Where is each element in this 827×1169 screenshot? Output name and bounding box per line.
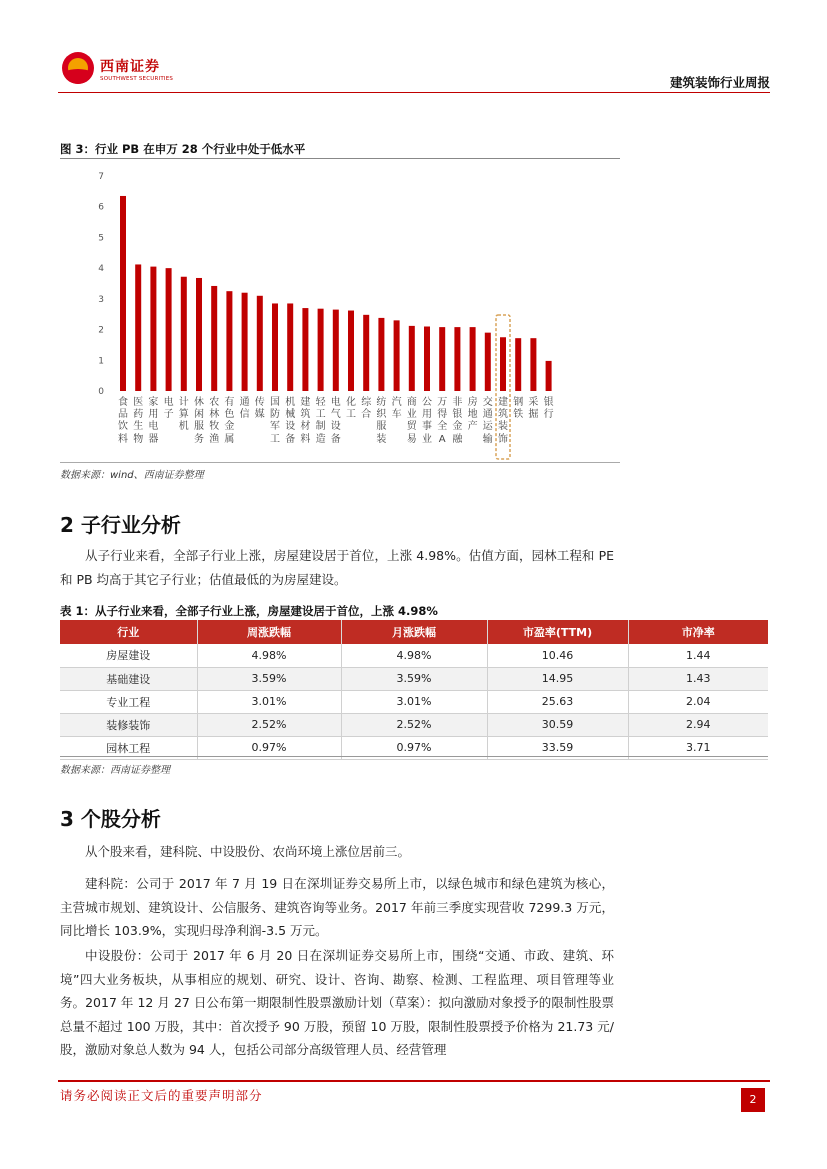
table-cell: 25.63 (487, 690, 628, 713)
x-tick-label: 有色金属 (224, 397, 235, 445)
bar-汽车 (394, 320, 400, 391)
page-header (58, 45, 770, 93)
footer-rule (58, 1080, 770, 1082)
table-source: 数据来源：西南证券整理 (60, 765, 170, 776)
bar-电子 (166, 268, 172, 391)
table-row (60, 644, 768, 667)
x-tick-label: 商业贸易 (406, 397, 417, 445)
y-tick-label: 6 (98, 202, 104, 213)
bar-医药生物 (135, 264, 141, 391)
table-caption: 表 1：从子行业来看，全部子行业上涨，房屋建设居于首位，上涨 4.98% (60, 604, 438, 618)
x-tick-label: 建筑装饰 (498, 397, 508, 445)
report-title: 建筑装饰行业周报 (669, 75, 770, 90)
x-tick-label: 钢铁 (513, 397, 524, 421)
x-tick-label: 国防军工 (270, 397, 280, 445)
x-tick-label: 建筑材料 (300, 397, 311, 445)
section-3-paragraph-1: 从个股来看，建科院、中设股份、农尚环境上涨位居前三。 (85, 844, 411, 859)
table-cell: 房屋建设 (60, 644, 197, 667)
x-tick-label: 汽车 (391, 397, 402, 421)
x-tick-label: 万得全A (437, 397, 448, 445)
y-tick-label: 5 (98, 233, 104, 244)
footer-disclaimer: 请务必阅读正文后的重要声明部分 (60, 1088, 263, 1103)
company-logo (62, 50, 172, 88)
bar-建筑装饰 (500, 337, 506, 391)
x-tick-label: 房地产 (467, 397, 478, 433)
table-header-cell: 行业 (60, 620, 197, 644)
table-row (60, 713, 768, 736)
bar-轻工制造 (318, 309, 324, 391)
bar-公用事业 (424, 327, 430, 392)
x-tick-label: 交通运输 (482, 397, 493, 445)
y-tick-label: 0 (98, 387, 104, 397)
table-cell: 3.01% (341, 690, 487, 713)
table-cell: 3.01% (197, 690, 341, 713)
bar-化工 (348, 311, 354, 391)
table-cell: 基础建设 (60, 667, 197, 690)
x-tick-label: 医药生物 (133, 397, 144, 445)
x-tick-label: 通信 (239, 397, 250, 421)
table-cell: 3.59% (197, 667, 341, 690)
table-cell: 2.52% (341, 713, 487, 736)
table-header-cell: 市盈率(TTM) (487, 620, 628, 644)
x-tick-label: 轻工制造 (315, 397, 326, 445)
table-cell: 30.59 (487, 713, 628, 736)
section-3-paragraph-3: 中设股份：公司于 2017 年 6 月 20 日在深圳证券交易所上市，围绕“交通、市政、建筑、环境”四大业务板块，从事相应的规划、研究、设计、咨询、勘察、检测、工程监理、项目管理等业务。2017 年 12 月 27 日公布第一期限制性股票激励计划（草案）：拟向激励对象授予的限制性股票总量不超过 100 万股，其中：首次授予 90 万股，预留 10 万股，限制性股票授予价格为 21.73 元/股，激励对象总人数为 94 人，包括公司部分高级管理人员、经营管理 (60, 948, 614, 1057)
table-cell: 4.98% (197, 644, 341, 667)
table-cell: 3.59% (341, 667, 487, 690)
bar-采掘 (530, 338, 536, 391)
x-tick-label: 银行 (543, 397, 554, 421)
table-cell: 2.04 (628, 690, 768, 713)
table-cell: 1.43 (628, 667, 768, 690)
table-cell: 1.44 (628, 644, 768, 667)
bar-万得全A (439, 327, 445, 391)
x-tick-label: 化工 (346, 397, 356, 421)
bar-交通运输 (485, 333, 491, 391)
bar-非银金融 (454, 327, 460, 391)
x-tick-label: 传媒 (254, 397, 265, 421)
bar-银行 (546, 361, 552, 391)
bar-计算机 (181, 277, 187, 391)
bar-机械设备 (287, 303, 293, 391)
y-tick-label: 2 (98, 325, 104, 336)
table-cell: 4.98% (341, 644, 487, 667)
x-tick-label: 纺织服装 (376, 397, 387, 445)
figure-bottom-rule (60, 462, 620, 463)
x-tick-label: 计算机 (178, 397, 189, 433)
sub-industry-table (60, 620, 768, 760)
bar-传媒 (257, 296, 263, 391)
table-header-cell: 周涨跌幅 (197, 620, 341, 644)
x-tick-label: 机械设备 (285, 397, 296, 445)
section-3-heading: 3 个股分析 (60, 807, 161, 831)
section-3-paragraph-2: 建科院：公司于 2017 年 7 月 19 日在深圳证券交易所上市，以绿色城市和绿色建筑为核心，主营城市规划、建筑设计、公信服务、建筑咨询等业务。2017 年前三季度实现营收 7299.3 万元，同比增长 103.9%，实现归母净利润-3.5 万元。 (60, 876, 614, 938)
logo-chinese-name: 西南证券 (100, 59, 160, 75)
table-cell: 园林工程 (60, 736, 197, 759)
y-tick-label: 7 (98, 172, 104, 182)
bar-国防军工 (272, 303, 278, 391)
x-tick-label: 综合 (361, 397, 372, 421)
table-cell: 3.71 (628, 736, 768, 759)
figure-top-rule (60, 158, 620, 159)
x-tick-label: 采掘 (528, 397, 539, 421)
bar-电气设备 (333, 310, 339, 391)
bar-钢铁 (515, 338, 521, 391)
x-tick-label: 公用事业 (422, 397, 432, 445)
table-bottom-rule (60, 756, 768, 757)
table-cell: 2.52% (197, 713, 341, 736)
bar-纺织服装 (378, 318, 384, 391)
x-tick-label: 电子 (163, 397, 174, 421)
page-number: 2 (741, 1088, 765, 1112)
logo-english-name: SOUTHWEST SECURITIES (100, 76, 174, 82)
bar-通信 (242, 293, 248, 391)
table-cell: 14.95 (487, 667, 628, 690)
table-cell: 0.97% (197, 736, 341, 759)
logo-mark-icon (62, 52, 94, 84)
section-2-heading: 2 子行业分析 (60, 513, 181, 537)
table-cell: 33.59 (487, 736, 628, 759)
table-cell: 0.97% (341, 736, 487, 759)
table-cell: 2.94 (628, 713, 768, 736)
table-cell: 10.46 (487, 644, 628, 667)
section-2-paragraph: 从子行业来看，全部子行业上涨，房屋建设居于首位，上涨 4.98%。估值方面，园林工程和 PE 和 PB 均高于其它子行业；估值最低的为房屋建设。 (60, 548, 614, 587)
table-row (60, 667, 768, 690)
bar-建筑材料 (302, 308, 308, 391)
figure-source: 数据来源：wind、西南证券整理 (60, 470, 204, 481)
table-header-cell: 市净率 (628, 620, 768, 644)
bar-房地产 (470, 327, 476, 391)
table-cell: 专业工程 (60, 690, 197, 713)
bar-农林牧渔 (211, 286, 217, 391)
x-tick-label: 非银金融 (452, 397, 463, 445)
table-header-cell: 月涨跌幅 (341, 620, 487, 644)
x-tick-label: 食品饮料 (118, 397, 128, 445)
table-header-row (60, 620, 768, 644)
bar-家用电器 (150, 267, 156, 391)
bar-综合 (363, 315, 369, 391)
x-tick-label: 农林牧渔 (209, 397, 220, 445)
table-row (60, 690, 768, 713)
y-tick-label: 3 (98, 294, 104, 305)
bar-商业贸易 (409, 326, 415, 391)
table-cell: 装修装饰 (60, 713, 197, 736)
pb-bar-chart (60, 162, 620, 462)
x-tick-label: 家用电器 (148, 397, 159, 445)
bar-有色金属 (226, 291, 232, 391)
y-tick-label: 1 (98, 356, 104, 367)
bar-休闲服务 (196, 278, 202, 391)
bar-食品饮料 (120, 196, 126, 391)
y-tick-label: 4 (98, 264, 104, 275)
figure-caption: 图 3：行业 PB 在申万 28 个行业中处于低水平 (60, 142, 306, 156)
x-tick-label: 休闲服务 (194, 397, 204, 445)
x-tick-label: 电气设备 (330, 397, 341, 445)
